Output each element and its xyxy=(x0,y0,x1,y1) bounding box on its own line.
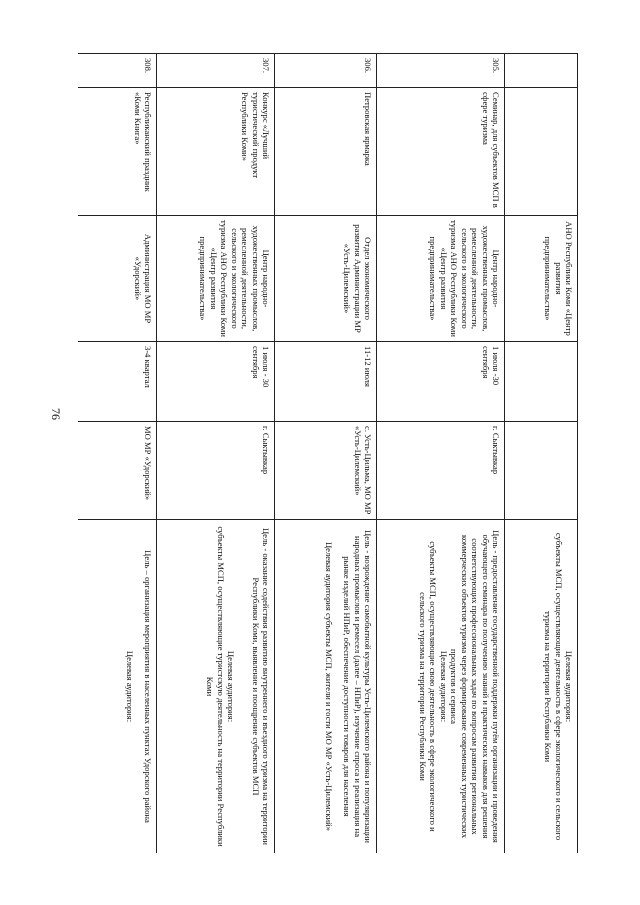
row-number: 307. xyxy=(157,54,275,88)
event-name: Семинар, для субъектов МСП в сфере туризма xyxy=(377,88,505,216)
table-row xyxy=(377,54,505,854)
row-number: 308. xyxy=(78,54,157,88)
event-date: 3-4 квартал xyxy=(78,342,157,422)
event-name xyxy=(505,88,578,216)
events-table xyxy=(78,53,578,853)
audience-text: Целевая аудитория субъекты МСП, жители и гости МО МР «Усть-Цилемский» xyxy=(323,541,334,832)
audience-label: Целевая аудитория: xyxy=(226,650,237,723)
event-place: г. Сыктывкар xyxy=(157,422,275,520)
event-goal-cell xyxy=(275,520,377,854)
event-date: 1 июля - 30 сентября xyxy=(157,342,275,422)
event-goal: Цель - возрождение самобытной культуры Усть-Цилемского района и популяризации народных промыслов и ремесел (далее – НПиР), изучение спроса и реализация на рынке изделий НПиР, обеспечение доступности товаров для населения xyxy=(342,530,373,843)
event-goal-cell xyxy=(505,520,578,854)
row-number xyxy=(505,54,578,88)
event-goal-cell xyxy=(157,520,275,854)
audience-label: Целевая аудитория: xyxy=(564,650,574,723)
event-place: с. Усть-Цильма, МО МР «Усть-Цилемский» xyxy=(275,422,377,520)
table-viewport xyxy=(78,53,578,853)
event-organizer: АНО Республики Коми «Центр развития предпринимательства» xyxy=(505,216,578,342)
event-place: МО МР «Удорский» xyxy=(78,422,157,520)
row-number: 305. xyxy=(377,54,505,88)
table-row xyxy=(505,54,578,854)
table-row xyxy=(157,54,275,854)
table-row xyxy=(275,54,377,854)
event-name: Петровская ярмарка xyxy=(275,88,377,216)
event-organizer: Центр народно-художественных промыслов, ремесленной деятельности, сельского и экологического туризма АНО Республики Коми «Центр развития предпринимательства» xyxy=(157,216,275,342)
event-date: 1 июля -30 сентября xyxy=(377,342,505,422)
audience-text: субъекты МСП, осуществляющие деятельность в сфере экологического и сельского туризма на территории Республики Коми xyxy=(543,532,564,841)
event-goal-cell xyxy=(78,520,157,854)
table-row xyxy=(78,54,157,854)
page-number: 76 xyxy=(49,408,63,420)
event-place: г. Сыктывкар xyxy=(377,422,505,520)
event-name: Конкурс «Лучший туристический продукт Республики Коми» xyxy=(157,88,275,216)
event-goal: Цель - предоставление государственной поддержки путём организации и проведения обучающего семинара по получению знаний и практических навыков для решения соответствующих профессиональных задач по вопросам развития региональных коммерческих объектов туризма через формирование современных туристических продуктов и сервиса xyxy=(449,530,501,843)
audience-text: субъекты МСП, осуществляющие свою деятельность в сфере экологического и сельского туризма на территории Республики Коми xyxy=(417,541,439,832)
event-organizer: Отдел экономического развития Администрации МР «Усть-Цилемский» xyxy=(275,216,377,342)
event-date: 11-12 июля xyxy=(275,342,377,422)
audience-label: Целевая аудитория: xyxy=(124,650,135,723)
event-goal-cell xyxy=(377,520,505,854)
audience-text: субъекты МСП, осуществляющие туристскую деятельность на территории Республики Коми xyxy=(205,526,226,847)
event-organizer: Администрация МО МР «Удорский» xyxy=(78,216,157,342)
event-goal: Цель - оказание содействия развитию внутреннего и въездного туризма на территории Республики Коми, выявление и поощрение субъектов МСП xyxy=(250,527,271,846)
event-organizer: Центр народно-художественных промыслов, ремесленной деятельности, сельского и экологического туризма АНО Республики Коми «Центр развития предпринимательства» xyxy=(377,216,505,342)
audience-label: Целевая аудитория: xyxy=(438,650,449,723)
event-goal: Цель – организация мероприятия в населенных пунктах Удорского района xyxy=(143,550,153,823)
row-number: 306. xyxy=(275,54,377,88)
event-place xyxy=(505,422,578,520)
rotated-table-wrapper xyxy=(78,53,578,853)
event-date xyxy=(505,342,578,422)
event-name: Республиканский праздник «Коми Книга» xyxy=(78,88,157,216)
